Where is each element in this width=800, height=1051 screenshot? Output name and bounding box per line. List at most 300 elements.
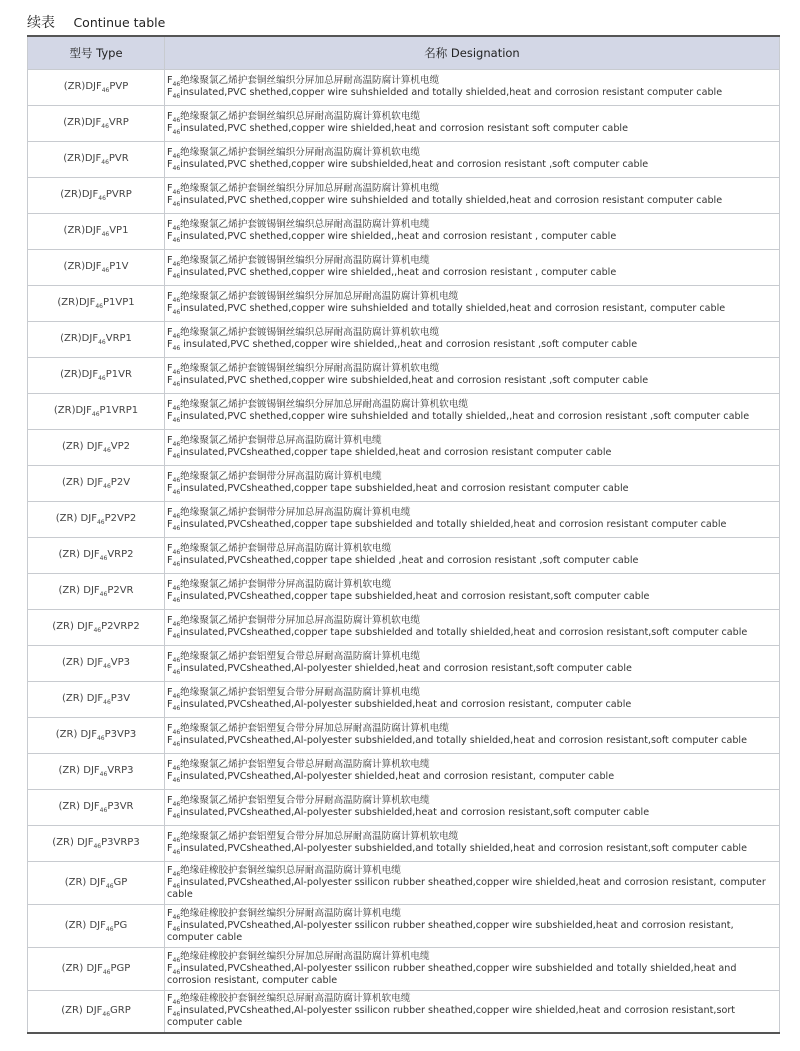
- en-text: insulated,PVCsheathed,Al-polyester shielded,heat and corrosion resistant,soft computer cable: [180, 663, 632, 674]
- model-prefix: (ZR) DJF: [61, 1005, 103, 1017]
- model-prefix: (ZR)DJF: [63, 153, 102, 164]
- model-suffix: P3VR: [107, 801, 134, 812]
- cn-subscript: 46: [172, 999, 181, 1007]
- designation-en: $F_{46}insulated,PVC$ shethed,copper wire suhshielded and totally shielded,heat and corrosion resistant computer cable: [167, 195, 723, 208]
- model-prefix: (ZR) DJF: [52, 621, 94, 632]
- model-cell: [28, 465, 165, 501]
- en-text: insulated,PVC shethed,copper wire subshielded,heat and corrosion resistant ,soft computer cable: [180, 159, 649, 170]
- designation-en: $F_{46}insulated,PVCsheathed,copper$ tape shielded,heat and corrosion resistant computer cable: [167, 447, 612, 460]
- en-text: insulated,PVCsheathed,Al-polyester subshielded,and totally shielded,heat and corrosion resistant,soft computer cable: [180, 843, 747, 854]
- cn-subscript: 46: [172, 765, 181, 772]
- en-subscript: 46: [172, 813, 181, 820]
- designation-cn: $F_{46}$绝缘聚氯乙烯护套铝塑复合带总屏耐高温防腐计算机软电缆: [167, 759, 430, 772]
- en-text: insulated,PVCsheathed,Al-polyester ssilicon rubber sheathed,copper wire shielded,heat and corrosion resistant,sort computer cable: [167, 1005, 736, 1029]
- cn-text: 绝缘聚氯乙烯护套铝塑复合带分屏耐高温防腐计算机电缆: [180, 687, 421, 698]
- cn-text: 绝缘聚氯乙烯护套铜带分屏高温防腐计算机电缆: [180, 471, 382, 482]
- model-cell: [28, 141, 165, 177]
- cn-text: 绝缘硅橡胶护套铜丝编织总屏耐高温防腐计算机电缆: [180, 864, 401, 876]
- designation-en: $F_{46}insulated,PVCsheathed,copper$ tape shielded ,heat and corrosion resistant ,soft computer cable: [167, 555, 639, 568]
- model-prefix: (ZR)DJF: [57, 297, 96, 308]
- designation-cell: [165, 501, 780, 537]
- model-cell: [28, 681, 165, 717]
- model-prefix: (ZR)DJF: [63, 225, 102, 236]
- model-suffix: VRP2: [107, 549, 134, 560]
- designation-en: $F_{46}insulated,PVCsheathed,Al$-polyester shielded,heat and corrosion resistant,soft computer cable: [167, 663, 632, 676]
- cn-subscript: 46: [172, 801, 181, 808]
- table-row: [28, 990, 780, 1033]
- model-subscript: 46: [99, 807, 108, 814]
- model-suffix: P3VP3: [104, 729, 137, 740]
- model-prefix: (ZR) DJF: [58, 585, 100, 596]
- designation-cn: $F_{46}$绝缘聚氯乙烯护套铜带总屏高温防腐计算机电缆: [167, 435, 382, 448]
- cn-subscript: 46: [172, 729, 181, 736]
- model-subscript: 46: [96, 735, 105, 742]
- model-suffix: P1VRP1: [99, 405, 139, 416]
- cn-subscript: 46: [172, 441, 181, 448]
- model-prefix: (ZR) DJF: [64, 876, 106, 888]
- model-suffix: PVP: [109, 81, 129, 92]
- cn-text: 绝缘聚氯乙烯护套铜丝编织分屏加总屏耐高温防腐计算机电缆: [180, 75, 440, 86]
- cn-subscript: 46: [172, 369, 181, 376]
- cn-text: 绝缘聚氯乙烯护套镀锡铜丝编织总屏耐高温防腐计算机电缆: [180, 219, 430, 230]
- model-subscript: 46: [98, 375, 106, 382]
- cn-subscript: 46: [172, 117, 181, 124]
- en-text: insulated,PVCsheathed,Al-polyester ssilicon rubber sheathed,copper wire shielded,heat and corrosion resistant, computer cable: [167, 876, 766, 900]
- designation-cn: $F_{46}$绝缘聚氯乙烯护套铜丝编织分屏耐高温防腐计算机软电缆: [167, 147, 421, 160]
- model-prefix: (ZR) DJF: [58, 801, 100, 812]
- designation-cell: [165, 717, 780, 753]
- designation-cell: [165, 69, 780, 105]
- designation-cn: $F_{46}$绝缘聚氯乙烯护套镀锡铜丝编织分屏加总屏耐高温防腐计算机电缆: [167, 291, 459, 304]
- model-suffix: VP3: [110, 657, 131, 668]
- designation-cn: $F_{46}$绝缘聚氯乙烯护套铝塑复合带分屏耐高温防腐计算机软电缆: [167, 795, 430, 808]
- en-subscript: 46: [172, 201, 181, 208]
- model-cell: [28, 990, 165, 1033]
- cn-text: 绝缘聚氯乙烯护套铝塑复合带分屏加总屏耐高温防腐计算机软电缆: [180, 831, 459, 842]
- designation-cn: $F_{46}$绝缘硅橡胶护套铜丝编织总屏耐高温防腐计算机软电缆: [167, 993, 411, 1007]
- table-row: [28, 537, 780, 573]
- cn-text: 绝缘聚氯乙烯护套铝塑复合带总屏耐高温防腐计算机电缆: [180, 651, 421, 662]
- model-cell: [28, 213, 165, 249]
- table-row: [28, 69, 780, 105]
- designation-cn: $F_{46}$绝缘聚氯乙烯护套铜带总屏高温防腐计算机软电缆: [167, 543, 392, 556]
- en-subscript: 46: [172, 741, 181, 748]
- model-cell: [28, 537, 165, 573]
- model-suffix: P2VP2: [104, 513, 137, 524]
- cn-text: 绝缘聚氯乙烯护套铝塑复合带分屏加总屏耐高温防腐计算机电缆: [180, 723, 449, 734]
- model-cell: [28, 249, 165, 285]
- designation-cell: [165, 753, 780, 789]
- table-row: [28, 645, 780, 681]
- model-cell: [28, 825, 165, 861]
- designation-cn: $F_{46}$绝缘聚氯乙烯护套镀锡铜丝编织分屏加总屏耐高温防腐计算机软电缆: [167, 399, 468, 412]
- en-subscript: 46: [172, 165, 181, 172]
- model-subscript: 46: [96, 519, 105, 526]
- model-prefix: (ZR) DJF: [52, 837, 94, 848]
- page-heading: [27, 12, 165, 32]
- table-row: [28, 465, 780, 501]
- cn-text: 绝缘聚氯乙烯护套铜带分屏加总屏高温防腐计算机软电缆: [180, 615, 421, 626]
- model-suffix: VP2: [110, 441, 131, 452]
- model-suffix: P2V: [110, 477, 131, 488]
- en-subscript: 46: [172, 273, 181, 280]
- en-subscript: 46: [172, 705, 181, 712]
- cn-text: 绝缘聚氯乙烯护套镀锡铜丝编织分屏加总屏耐高温防腐计算机电缆: [180, 291, 459, 302]
- designation-cn: $F_{46}$绝缘聚氯乙烯护套铝塑复合带总屏耐高温防腐计算机电缆: [167, 651, 421, 664]
- table-row: [28, 904, 780, 947]
- designation-en: $F_{46}insulated,PVC$ shethed,copper wire suhshielded and totally shielded,,heat and corrosion resistant ,soft computer cable: [167, 411, 750, 424]
- model-suffix: P1VR: [105, 369, 132, 380]
- designation-en: $F_{46}insulated,PVCsheathed,Al$-polyester shielded,heat and corrosion resistant, computer cable: [167, 771, 615, 784]
- model-cell: [28, 357, 165, 393]
- cn-text: 绝缘聚氯乙烯护套铜丝编织分屏耐高温防腐计算机软电缆: [180, 147, 421, 158]
- en-subscript: 46: [172, 525, 181, 532]
- model-subscript: 46: [101, 87, 110, 94]
- cn-subscript: 46: [172, 621, 181, 628]
- model-prefix: (ZR)DJF: [60, 369, 99, 380]
- table-row: [28, 177, 780, 213]
- heading-en: Continue table: [73, 15, 166, 30]
- designation-en: $F_{46}insulated,PVCsheathed,copper$ tape subshielded and totally shielded,heat and corrosion resistant,soft computer cable: [167, 627, 748, 640]
- model-suffix: VP1: [109, 225, 129, 236]
- en-text: insulated,PVCsheathed,copper tape subshielded,heat and corrosion resistant computer cable: [180, 483, 629, 494]
- designation-cn: $F_{46}$绝缘聚氯乙烯护套铜带分屏加总屏高温防腐计算机电缆: [167, 507, 411, 520]
- model-cell: [28, 69, 165, 105]
- model-suffix: P3VRP3: [101, 837, 140, 848]
- en-text: insulated,PVCsheathed,copper tape subshielded and totally shielded,heat and corrosion resistant computer cable: [180, 519, 727, 530]
- cn-subscript: 46: [172, 693, 181, 700]
- column-header-designation: 名称 Designation: [165, 36, 780, 69]
- model-subscript: 46: [105, 925, 114, 933]
- model-subscript: 46: [95, 303, 103, 310]
- model-prefix: (ZR)DJF: [60, 333, 99, 344]
- table-row: [28, 717, 780, 753]
- model-cell: [28, 321, 165, 357]
- heading-cn: 续表: [27, 15, 55, 31]
- model-cell: [28, 789, 165, 825]
- model-subscript: 46: [93, 627, 102, 634]
- cn-subscript: 46: [172, 956, 181, 964]
- table-header-row: [28, 36, 780, 69]
- table-row: [28, 357, 780, 393]
- model-subscript: 46: [103, 483, 111, 490]
- designation-en: $F_{46}insulated,PVC$ shethed,copper wire subshielded,heat and corrosion resistant ,soft computer cable: [167, 159, 649, 172]
- model-prefix: (ZR) DJF: [55, 513, 97, 524]
- designation-cn: $F_{46}$绝缘聚氯乙烯护套铝塑复合带分屏加总屏耐高温防腐计算机软电缆: [167, 831, 459, 844]
- model-cell: [28, 904, 165, 947]
- en-text: insulated,PVC shethed,copper wire suhshielded and totally shielded,heat and corrosion resistant computer cable: [180, 87, 723, 98]
- table-row: [28, 825, 780, 861]
- model-cell: [28, 573, 165, 609]
- model-subscript: 46: [103, 447, 111, 454]
- en-subscript: 46: [172, 381, 181, 388]
- designation-en: $F_{46}insulated,PVC$ shethed,copper wire shielded,,heat and corrosion resistant , computer cable: [167, 231, 617, 244]
- cn-text: 绝缘聚氯乙烯护套铜丝编织分屏加总屏耐高温防腐计算机电缆: [180, 183, 440, 194]
- en-subscript: 46: [172, 237, 181, 244]
- en-subscript: 46: [172, 1011, 181, 1019]
- designation-cell: [165, 990, 780, 1033]
- en-text: insulated,PVCsheathed,copper tape subshielded and totally shielded,heat and corrosion resistant,soft computer cable: [180, 627, 748, 638]
- cn-subscript: 46: [172, 153, 181, 160]
- model-cell: [28, 105, 165, 141]
- table-row: [28, 573, 780, 609]
- designation-cn: $F_{46}$绝缘聚氯乙烯护套铝塑复合带分屏耐高温防腐计算机电缆: [167, 687, 421, 700]
- table-row: [28, 285, 780, 321]
- designation-en: $F_{46}insulated,PVCsheathed,Al$-polyester ssilicon rubber sheathed,copper wire shielded,heat and corrosion resistant, computer cable: [167, 876, 766, 900]
- model-cell: [28, 177, 165, 213]
- cn-subscript: 46: [172, 585, 181, 592]
- en-text: insulated,PVCsheathed,Al-polyester subshielded,and totally shielded,heat and corrosion resistant,soft computer cable: [180, 735, 747, 746]
- model-cell: [28, 285, 165, 321]
- designation-cn: $F_{46}$绝缘硅橡胶护套铜丝编织总屏耐高温防腐计算机电缆: [167, 864, 401, 878]
- designation-cell: [165, 609, 780, 645]
- model-suffix: VRP3: [107, 765, 134, 776]
- designation-cell: [165, 393, 780, 429]
- designation-en: $F_{46}insulated,PVCsheathed,Al$-polyester subshielded,heat and corrosion resistant, computer cable: [167, 699, 632, 712]
- en-subscript: 46: [172, 417, 181, 424]
- designation-cell: [165, 537, 780, 573]
- designation-en: $F_{46}insulated,PVC$ shethed,copper wire subshielded,heat and corrosion resistant ,soft computer cable: [167, 375, 649, 388]
- table-row: [28, 213, 780, 249]
- table-row: [28, 249, 780, 285]
- designation-cn: $F_{46}$绝缘硅橡胶护套铜丝编织分屏加总屏耐高温防腐计算机电缆: [167, 950, 430, 964]
- cn-text: 绝缘聚氯乙烯护套铝塑复合带分屏耐高温防腐计算机软电缆: [180, 795, 430, 806]
- en-subscript: 46: [172, 597, 181, 604]
- model-subscript: 46: [101, 159, 109, 166]
- designation-cn: $F_{46}$绝缘聚氯乙烯护套镀锡铜丝编织分屏耐高温防腐计算机软电缆: [167, 363, 440, 376]
- model-prefix: (ZR)DJF: [63, 81, 102, 92]
- model-suffix: PGP: [110, 962, 131, 974]
- model-suffix: PVRP: [105, 189, 132, 200]
- cn-subscript: 46: [172, 549, 181, 556]
- designation-cell: [165, 645, 780, 681]
- model-suffix: PVR: [108, 153, 129, 164]
- designation-cell: [165, 285, 780, 321]
- model-suffix: P1V: [109, 261, 129, 272]
- cn-text: 绝缘聚氯乙烯护套镀锡铜丝编织分屏加总屏耐高温防腐计算机软电缆: [180, 399, 468, 410]
- designation-en: $F_{46}insulated,PVCsheathed,Al$-polyester subshielded,and totally shielded,heat and corrosion resistant,soft computer cable: [167, 735, 747, 748]
- cn-subscript: 46: [172, 870, 181, 878]
- designation-en: $F_{46}insulated,PVCsheathed,Al$-polyester ssilicon rubber sheathed,copper wire shielded,heat and corrosion resistant,sort computer cable: [167, 1005, 736, 1029]
- designation-en: $F_{46}insulated,PVCsheathed,Al$-polyester ssilicon rubber sheathed,copper wire subshielded,heat and corrosion resistant, computer cable: [167, 919, 734, 943]
- en-text: insulated,PVC shethed,copper wire suhshielded and totally shielded,heat and corrosion resistant computer cable: [180, 195, 723, 206]
- model-suffix: P1VP1: [103, 297, 135, 308]
- en-subscript: 46: [172, 669, 181, 676]
- model-prefix: (ZR) DJF: [61, 657, 104, 668]
- table-row: [28, 393, 780, 429]
- designation-cell: [165, 904, 780, 947]
- designation-cell: [165, 429, 780, 465]
- cn-text: 绝缘聚氯乙烯护套镀锡铜丝编织总屏耐高温防腐计算机软电缆: [180, 327, 440, 338]
- designation-en: $F_{46}insulated,PVC$ shethed,copper wire suhshielded and totally shielded,heat and corrosion resistant, computer cable: [167, 303, 726, 316]
- designation-en: $F_{46}$ insulated,PVC shethed,copper wire shielded,,heat and corrosion resistant ,soft computer cable: [167, 339, 638, 352]
- designation-en: $F_{46}insulated,PVCsheathed,Al$-polyester subshielded,and totally shielded,heat and corrosion resistant,soft computer cable: [167, 843, 747, 856]
- designation-cn: $F_{46}$绝缘聚氯乙烯护套铜带分屏高温防腐计算机软电缆: [167, 579, 392, 592]
- designation-cell: [165, 825, 780, 861]
- designation-cn: $F_{46}$绝缘聚氯乙烯护套铜带分屏加总屏高温防腐计算机软电缆: [167, 615, 421, 628]
- designation-cell: [165, 861, 780, 904]
- cn-subscript: 46: [172, 405, 181, 412]
- model-prefix: (ZR) DJF: [61, 441, 104, 452]
- model-cell: [28, 393, 165, 429]
- model-prefix: (ZR)DJF: [63, 117, 102, 128]
- model-cell: [28, 609, 165, 645]
- model-prefix: (ZR) DJF: [61, 693, 104, 704]
- en-text: insulated,PVC shethed,copper wire shielded,,heat and corrosion resistant , computer cable: [180, 267, 617, 278]
- designation-cell: [165, 789, 780, 825]
- spec-table: [27, 35, 780, 1034]
- designation-cn: $F_{46}$绝缘聚氯乙烯护套镀锡铜丝编织总屏耐高温防腐计算机电缆: [167, 219, 430, 232]
- designation-en: $F_{46}insulated,PVC$ shethed,copper wire shielded,heat and corrosion resistant soft computer cable: [167, 123, 628, 136]
- model-cell: [28, 429, 165, 465]
- designation-cn: $F_{46}$绝缘聚氯乙烯护套镀锡铜丝编织分屏耐高温防腐计算机电缆: [167, 255, 430, 268]
- en-subscript: 46: [172, 777, 181, 784]
- en-text: insulated,PVC shethed,copper wire shielded,heat and corrosion resistant soft computer cable: [180, 123, 628, 134]
- en-text: insulated,PVCsheathed,Al-polyester ssilicon rubber sheathed,copper wire subshielded,heat and corrosion resistant, computer cable: [167, 919, 734, 943]
- model-suffix: P2VR: [107, 585, 134, 596]
- designation-cn: $F_{46}$绝缘聚氯乙烯护套铜丝编织分屏加总屏耐高温防腐计算机电缆: [167, 75, 440, 88]
- cn-text: 绝缘硅橡胶护套铜丝编织总屏耐高温防腐计算机软电缆: [180, 993, 411, 1005]
- column-header-type: 型号 Type: [28, 36, 165, 69]
- model-subscript: 46: [93, 843, 102, 850]
- model-prefix: (ZR) DJF: [58, 765, 100, 776]
- cn-subscript: 46: [172, 657, 181, 664]
- designation-en: $F_{46}insulated,PVCsheathed,Al$-polyester ssilicon rubber sheathed,copper wire subshielded and totally shielded,heat and corrosion resistant, computer cable: [167, 962, 737, 986]
- cn-text: 绝缘聚氯乙烯护套铜带分屏高温防腐计算机软电缆: [180, 579, 392, 590]
- designation-en: $F_{46}insulated,PVCsheathed,Al$-polyester subshielded,heat and corrosion resistant,soft computer cable: [167, 807, 650, 820]
- model-subscript: 46: [101, 123, 109, 130]
- model-suffix: PG: [113, 919, 128, 931]
- model-subscript: 46: [102, 1011, 111, 1019]
- designation-cell: [165, 465, 780, 501]
- table-row: [28, 753, 780, 789]
- model-suffix: P2VRP2: [101, 621, 140, 632]
- cn-subscript: 46: [172, 913, 181, 921]
- designation-cell: [165, 321, 780, 357]
- designation-cell: [165, 681, 780, 717]
- cn-subscript: 46: [172, 333, 181, 340]
- en-subscript: 46: [172, 633, 181, 640]
- en-subscript: 46: [172, 309, 181, 316]
- model-subscript: 46: [102, 968, 111, 976]
- designation-cn: $F_{46}$绝缘聚氯乙烯护套铜丝编织总屏耐高温防腐计算机软电缆: [167, 111, 421, 124]
- table-row: [28, 141, 780, 177]
- designation-cn: $F_{46}$绝缘聚氯乙烯护套铜丝编织分屏加总屏耐高温防腐计算机电缆: [167, 183, 440, 196]
- model-subscript: 46: [91, 411, 100, 418]
- cn-text: 绝缘硅橡胶护套铜丝编织分屏耐高温防腐计算机电缆: [180, 907, 401, 919]
- en-subscript: 46: [172, 968, 181, 976]
- model-suffix: VRP1: [105, 333, 132, 344]
- model-prefix: (ZR) DJF: [61, 477, 104, 488]
- table-row: [28, 429, 780, 465]
- en-text: insulated,PVCsheathed,Al-polyester subshielded,heat and corrosion resistant,soft computer cable: [180, 807, 650, 818]
- en-text: insulated,PVCsheathed,Al-polyester subshielded,heat and corrosion resistant, computer cable: [180, 699, 632, 710]
- model-prefix: (ZR)DJF: [60, 189, 99, 200]
- en-subscript: 46: [172, 849, 181, 856]
- model-prefix: (ZR)DJF: [63, 261, 102, 272]
- table-row: [28, 321, 780, 357]
- designation-cell: [165, 177, 780, 213]
- en-text: insulated,PVCsheathed,Al-polyester shielded,heat and corrosion resistant, computer cable: [180, 771, 615, 782]
- en-subscript: 46: [172, 882, 181, 890]
- model-suffix: GP: [113, 876, 128, 888]
- en-text: insulated,PVC shethed,copper wire subshielded,heat and corrosion resistant ,soft computer cable: [180, 375, 649, 386]
- designation-en: $F_{46}insulated,PVC$ shethed,copper wire suhshielded and totally shielded,heat and corrosion resistant computer cable: [167, 87, 723, 100]
- model-prefix: (ZR)DJF: [53, 405, 92, 416]
- cn-subscript: 46: [172, 261, 181, 268]
- cn-subscript: 46: [172, 225, 181, 232]
- model-subscript: 46: [101, 267, 110, 274]
- en-subscript: 46: [172, 129, 181, 136]
- model-subscript: 46: [99, 771, 108, 778]
- designation-en: $F_{46}insulated,PVCsheathed,copper$ tape subshielded and totally shielded,heat and corrosion resistant computer cable: [167, 519, 727, 532]
- model-cell: [28, 645, 165, 681]
- cn-subscript: 46: [172, 297, 181, 304]
- model-subscript: 46: [99, 591, 108, 598]
- designation-en: $F_{46}insulated,PVCsheathed,copper$ tape subshielded,heat and corrosion resistant,soft computer cable: [167, 591, 650, 604]
- cn-text: 绝缘聚氯乙烯护套镀锡铜丝编织分屏耐高温防腐计算机软电缆: [180, 363, 440, 374]
- designation-cell: [165, 357, 780, 393]
- model-subscript: 46: [101, 231, 110, 238]
- table-row: [28, 105, 780, 141]
- cn-text: 绝缘聚氯乙烯护套铜带总屏高温防腐计算机软电缆: [180, 543, 392, 554]
- table-body: [28, 69, 780, 1033]
- cn-text: 绝缘聚氯乙烯护套铜丝编织总屏耐高温防腐计算机软电缆: [180, 111, 421, 122]
- cn-text: 绝缘硅橡胶护套铜丝编织分屏加总屏耐高温防腐计算机电缆: [180, 950, 430, 962]
- designation-cn: $F_{46}$绝缘聚氯乙烯护套铜带分屏高温防腐计算机电缆: [167, 471, 382, 484]
- designation-en: $F_{46}insulated,PVC$ shethed,copper wire shielded,,heat and corrosion resistant , computer cable: [167, 267, 617, 280]
- cn-text: 绝缘聚氯乙烯护套铜带总屏高温防腐计算机电缆: [180, 435, 382, 446]
- model-cell: [28, 717, 165, 753]
- model-prefix: (ZR) DJF: [58, 549, 100, 560]
- table-row: [28, 947, 780, 990]
- en-text: insulated,PVC shethed,copper wire shielded,,heat and corrosion resistant ,soft computer cable: [180, 339, 638, 350]
- cn-text: 绝缘聚氯乙烯护套铜带分屏加总屏高温防腐计算机电缆: [180, 507, 411, 518]
- designation-cell: [165, 573, 780, 609]
- cn-subscript: 46: [172, 477, 181, 484]
- table-row: [28, 681, 780, 717]
- cn-text: 绝缘聚氯乙烯护套镀锡铜丝编织分屏耐高温防腐计算机电缆: [180, 255, 430, 266]
- model-subscript: 46: [105, 882, 114, 890]
- model-prefix: (ZR) DJF: [55, 729, 97, 740]
- model-prefix: (ZR) DJF: [61, 962, 103, 974]
- model-cell: [28, 861, 165, 904]
- en-subscript: 46: [172, 561, 181, 568]
- cn-subscript: 46: [172, 513, 181, 520]
- en-text: insulated,PVC shethed,copper wire shielded,,heat and corrosion resistant , computer cable: [180, 231, 617, 242]
- en-subscript: 46: [172, 93, 181, 100]
- table-row: [28, 861, 780, 904]
- model-cell: [28, 501, 165, 537]
- en-subscript: 46: [172, 489, 181, 496]
- designation-cell: [165, 249, 780, 285]
- cn-subscript: 46: [172, 81, 181, 88]
- model-subscript: 46: [99, 555, 108, 562]
- model-prefix: (ZR) DJF: [64, 919, 106, 931]
- model-cell: [28, 753, 165, 789]
- designation-en: $F_{46}insulated,PVCsheathed,copper$ tape subshielded,heat and corrosion resistant computer cable: [167, 483, 629, 496]
- designation-cn: $F_{46}$绝缘硅橡胶护套铜丝编织分屏耐高温防腐计算机电缆: [167, 907, 401, 921]
- cn-subscript: 46: [172, 189, 181, 196]
- en-text: insulated,PVCsheathed,copper tape subshielded,heat and corrosion resistant,soft computer cable: [180, 591, 650, 602]
- en-subscript: 46: [172, 345, 181, 352]
- table-row: [28, 609, 780, 645]
- cn-subscript: 46: [172, 837, 181, 844]
- model-suffix: GRP: [110, 1005, 131, 1017]
- model-suffix: VRP: [108, 117, 129, 128]
- designation-cell: [165, 213, 780, 249]
- model-suffix: P3V: [110, 693, 131, 704]
